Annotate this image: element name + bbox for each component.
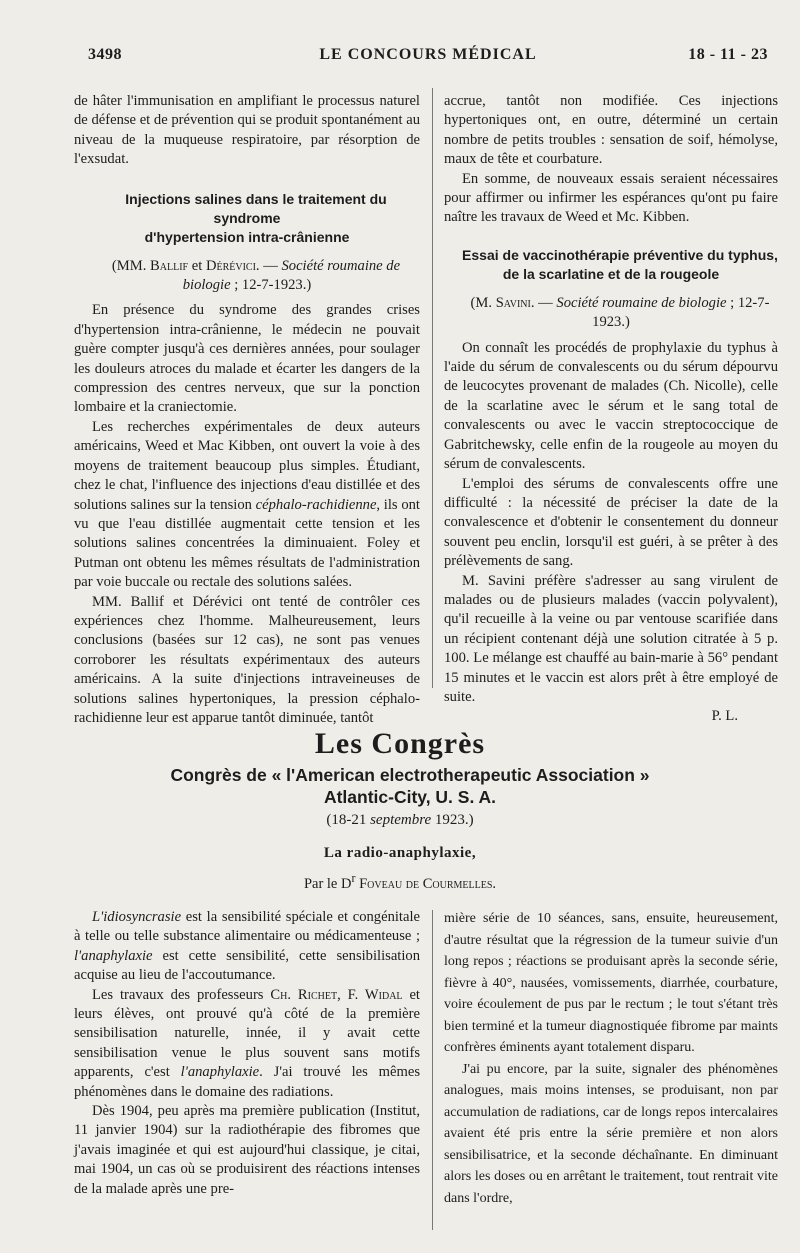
top-column-divider [432,88,433,688]
paragraph: En somme, de nouveaux essais seraient nécessaires pour affirmer ou infirmer les espérances qu'ont pu faire naître les travaux de Weed et Mc. Kibben. [444,170,778,226]
paragraph: En présence du syndrome des grandes crises d'hypertension intra-crânienne, le médecin ne pouvait guère compter jusqu'à ces dernières années, pour soulager les douleurs atroces du malade et écarter les dangers de la compression des centres nerveux, que sur la ponction lombaire et la craniectomie. [74,302,420,416]
section-title: Essai de vaccinothérapie préventive du typhus, de la scarlatine et de la rougeole [462,246,778,282]
paragraph: Les travaux des professeurs Ch. Richet, F. Widal et leurs élèves, ont prouvé qu'à côté de la première sensibilisation naturelle, innée, il y avait cette sensibilisation venue le plus souvent sans motifs apparents, c'est l'anaphylaxie. J'ai trouvé les mêmes phénomènes dans le domaine des radiations. [74,986,420,1100]
paragraph: Dès 1904, peu après ma première publication (Institut, 11 janvier 1904) sur la radiothérapie des fibromes que j'avais imaginée et qui est aujourd'hui classique, je citai, mai 1904, un cas où se produisirent des réactions intenses de la malade après une pre- [74,1103,420,1197]
page-header [88,46,768,72]
paragraph: On connaît les procédés de prophylaxie du typhus à l'aide du sérum de convalescents ou du sérum dépourvu de leucocytes provenant de malades (Ch. Nicolle), celle de la scarlatine avec le sérum et le sang total de convalescents ou avec le vaccin streptococcique de Gabritchewsky, celle enfin de la rougeole au moyen du sérum de convalescents. [444,339,778,473]
paragraph: J'ai pu encore, par la suite, signaler des phénomènes analogues, mais moins intenses, se produisant, non par accumulation de radiations, car de longs repos intercalaires avaient été pris entre la série première et non alors sensibilisatrice, et la seconde déchaînante. En diminuant alors les doses ou en arrêtant le traitement, tout rentrait vite dans l'ordre, [444,1061,778,1206]
section-heading: Les Congrès [314,727,486,760]
journal-title: LE CONCOURS MÉDICAL [319,46,537,63]
paragraph: mière série de 10 séances, sans, ensuite, heureusement, d'autre résultat que la régression de la tumeur suivie d'un long repos ; réactions se produisant après la seconde série, fièvre à 40°, nausées, vomissements, diarrhée, courbature, voire écoulement de pus par le rectum ; le tout s'étant très bien terminé et la tumeur diagnostiquée fibrome par maints confrères éminents ayant totalement disparu. [444,911,778,1055]
paragraph: Les recherches expérimentales de deux auteurs américains, Weed et Mac Kibben, ont ouvert la voie à des moyens de traitement beaucoup plus simples. Étudiant, chez le chat, l'influence des injections d'eau distillée et des solutions salines sur la tension céphalo-rachidienne, ils ont vu que l'eau distillée augmentait cette tension et les solutions salines concentrées la diminuaient. Foley et Putman ont obtenu les mêmes résultats de l'administration par voie buccale ou rectale des solutions salées. [74,418,420,591]
bottom-right-column [444,908,778,1209]
signature: P. L. [711,708,738,725]
paragraph: L'emploi des sérums de convalescents offre une difficulté : la nécessité de préciser la date de la convalescence et d'obtenir le consentement du donneur souvent peu enclin, lorsqu'il est guéri, à se prêter à des prélèvements de sang. [444,475,778,570]
article-author: Par le $D^r$ Foveau de Courmelles. [303,871,497,892]
issue-date: 18 - 11 - 23 [688,46,768,63]
reference: (M. Savini. — Société roumaine de biologie ; 12-7- 1923.) [470,294,770,331]
paragraph: de hâter l'immunisation en amplifiant le processus naturel de défense et de prévention qui se produit spontanément au niveau de la muqueuse respiratoire, par résorption de l'exsudat. [74,93,420,168]
page-number: 3498 [88,46,122,63]
bottom-column-divider [432,910,433,1230]
paragraph: M. Savini préfère s'adresser au sang virulent de malades ou de plusieurs malades (vaccin polyvalent), qu'il recueille à la veine ou par ventouse scarifiée dans un récipient contenant déjà une solution citratée à 5 p. 100. Le mélange est chauffé au bain-marie à 56° pendant 15 minutes et le vaccin est alors prêt à être employé de suite. [444,572,778,705]
paragraph: accrue, tantôt non modifiée. Ces injections hypertoniques ont, en outre, déterminé un certain nombre de petits troubles : sensation de soif, hémolyse, maux de tête et courbature. [444,93,778,168]
section-title: Injections salines dans le traitement du syndrome d'hypertension intra-crânienne [125,190,387,245]
paragraph: MM. Ballif et Dérévici ont tenté de contrôler ces expériences chez l'homme. Malheureusement, leurs conclusions (basées sur 12 cas), ne sont pas venues corroborer les résultats expérimentaux des auteurs américains. A la suite d'injections intraveineuses de solutions salines hypertoniques, la pression céphalo-rachidienne leur est apparue tantôt diminuée, tantôt [74,593,420,726]
article-title: La radio-anaphylaxie, [323,845,477,861]
reference: (MM. Ballif et Dérévici. — Société roumaine de biologie ; 12-7-1923.) [111,257,401,294]
congress-subtitle: Congrès de « l'American electrotherapeutic Association » Atlantic-City, U. S. A. [170,765,650,807]
left-column [74,92,420,728]
paragraph: L'idiosyncrasie est la sensibilité spéciale et congénitale à telle ou telle substance alimentaire ou médicamenteuse ; l'anaphylaxie est cette sensibilité, cette sensibilisation acquise au lieu de l'accoutumance. [74,909,420,984]
right-column [444,92,778,727]
congress-dates: (18-21 septembre 1923.) [326,812,474,828]
bottom-left-column [74,908,420,1199]
